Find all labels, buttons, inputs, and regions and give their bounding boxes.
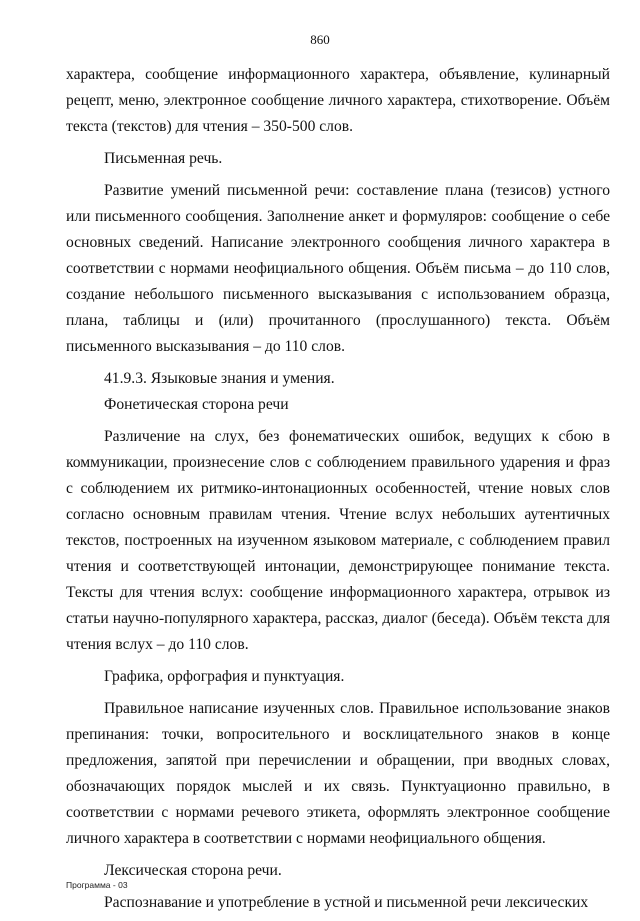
page-number: 860 bbox=[310, 32, 330, 47]
paragraph-continuation: характера, сообщение информационного характера, объявление, кулинарный рецепт, меню, электронное сообщение личного характера, стихотворение. Объём текста (текстов) для чтения – 350-500 слов. bbox=[66, 66, 610, 135]
paragraph-lexical: Распознавание и употребление в устной и письменной речи лексических bbox=[104, 894, 589, 911]
heading-graphics-orthography: Графика, орфография и пунктуация. bbox=[104, 668, 345, 685]
document-body bbox=[66, 62, 610, 916]
paragraph-written-skills: Развитие умений письменной речи: составление плана (тезисов) устного или письменного сообщения. Заполнение анкет и формуляров: сообщение о себе основных сведений. Написание электронного сообщения личного характера в соответствии с нормами неофициального общения. Объём письма – до 110 слов, создание небольшого письменного высказывания с использованием образца, плана, таблицы и (или) прочитанного (прослушанного) текста. Объём письменного высказывания – до 110 слов. bbox=[66, 182, 610, 355]
heading-phonetics: Фонетическая сторона речи bbox=[104, 396, 289, 413]
heading-written-speech: Письменная речь. bbox=[104, 150, 223, 167]
section-heading-language-knowledge: 41.9.3. Языковые знания и умения. bbox=[104, 370, 335, 387]
paragraph-orthography: Правильное написание изученных слов. Правильное использование знаков препинания: точки, вопросительного и восклицательного знаков в конце предложения, запятой при перечислении и обращении, при вводных словах, обозначающих порядок мыслей и их связь. Пунктуационно правильно, в соответствии с нормами речевого этикета, оформлять электронное сообщение личного характера в соответствии с нормами неофициального общения. bbox=[66, 700, 610, 847]
heading-lexical: Лексическая сторона речи. bbox=[104, 862, 282, 879]
page-footer: Программа - 03 bbox=[66, 880, 128, 890]
paragraph-phonetics: Различение на слух, без фонематических ошибок, ведущих к сбою в коммуникации, произнесение слов с соблюдением правильного ударения и фраз с соблюдением их ритмико-интонационных особенностей, чтение новых слов согласно основным правилам чтения. Чтение вслух небольших аутентичных текстов, построенных на изученном языковом материале, с соблюдением правил чтения и соответствующей интонации, демонстрирующее понимание текста. Тексты для чтения вслух: сообщение информационного характера, отрывок из статьи научно-популярного характера, рассказ, диалог (беседа). Объём текста для чтения вслух – до 110 слов. bbox=[66, 428, 610, 653]
